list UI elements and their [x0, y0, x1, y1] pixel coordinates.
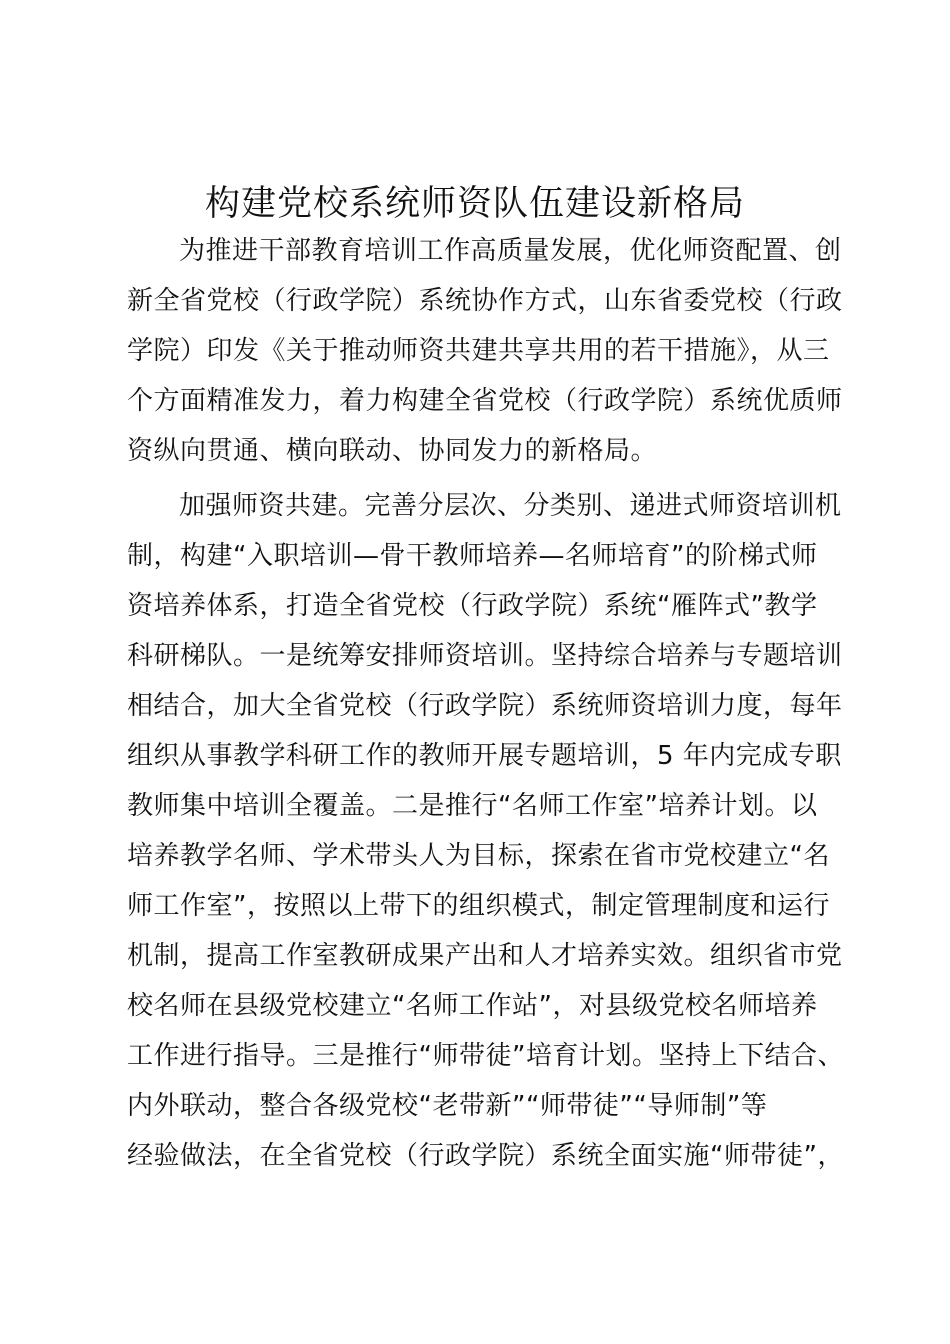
text-line: 培养教学名师、学术带头人为目标，探索在省市党校建立“名	[127, 841, 830, 871]
text-line: 教师集中培训全覆盖。二是推行“名师工作室”培养计划。以	[127, 791, 818, 821]
text-line: 组织从事教学科研工作的教师开展专题培训，5 年内完成专职	[127, 741, 842, 771]
text-line: 工作进行指导。三是推行“师带徒”培育计划。坚持上下结合、	[127, 1041, 844, 1071]
text-line: 学院）印发《关于推动师资共建共享共用的若干措施》，从三	[127, 336, 830, 366]
paragraph-teacher-co-building	[127, 481, 844, 1181]
text-line: 新全省党校（行政学院）系统协作方式，山东省委党校（行政	[127, 286, 843, 316]
text-line: 个方面精准发力，着力构建全省党校（行政学院）系统优质师	[127, 386, 843, 416]
document-body	[127, 226, 844, 1186]
text-line: 制，构建“入职培训—骨干教师培养—名师培育”的阶梯式师	[127, 541, 818, 571]
text-line: 经验做法，在全省党校（行政学院）系统全面实施“师带徒”，	[127, 1141, 844, 1171]
paragraph-intro	[127, 226, 843, 476]
document-title: 构建党校系统师资队伍建设新格局	[204, 184, 745, 224]
text-line: 机制，提高工作室教研成果产出和人才培养实效。组织省市党	[127, 941, 843, 971]
text-line: 资培养体系，打造全省党校（行政学院）系统“雁阵式”教学	[127, 591, 818, 621]
text-line: 科研梯队。一是统筹安排师资培训。坚持综合培养与专题培训	[127, 641, 843, 671]
text-line: 为推进干部教育培训工作高质量发展，优化师资配置、创	[179, 236, 842, 266]
text-line: 资纵向贯通、横向联动、协同发力的新格局。	[127, 436, 658, 466]
text-line: 校名师在县级党校建立“名师工作站”，对县级党校名师培养	[127, 991, 818, 1021]
text-line: 师工作室”，按照以上带下的组织模式，制定管理制度和运行	[127, 891, 830, 921]
text-line: 内外联动，整合各级党校“老带新”“师带徒”“导师制”等	[127, 1091, 768, 1121]
text-line: 相结合，加大全省党校（行政学院）系统师资培训力度，每年	[127, 691, 843, 721]
text-line: 加强师资共建。完善分层次、分类别、递进式师资培训机	[179, 491, 842, 521]
